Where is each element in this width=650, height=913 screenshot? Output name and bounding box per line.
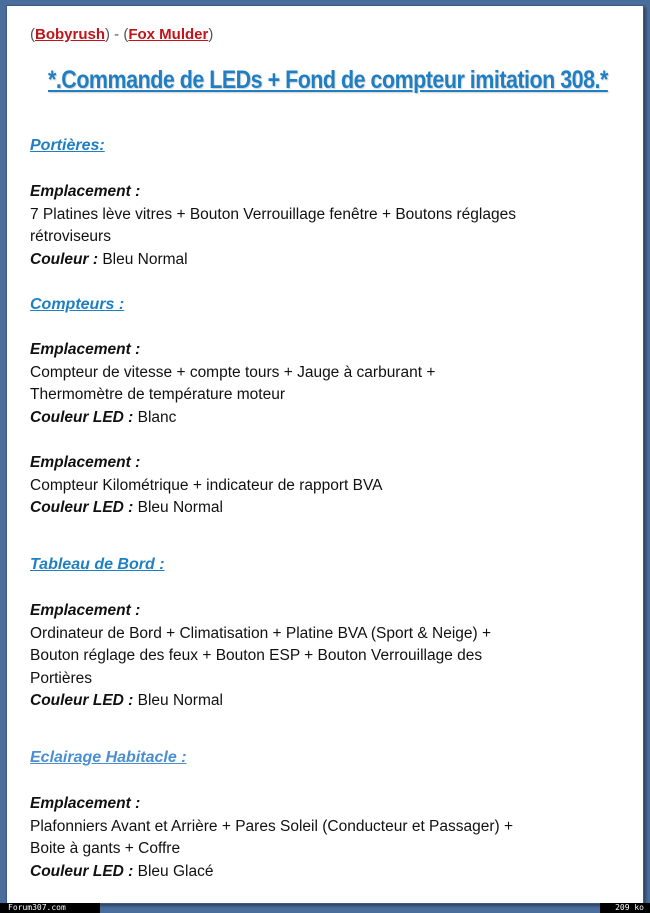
emplacement-line: Compteur Kilométrique + indicateur de rapport BVA — [30, 476, 383, 494]
footer-size-label: 209 ko — [600, 903, 650, 913]
entry-portieres — [30, 181, 580, 271]
couleur-line — [30, 407, 580, 430]
section-heading-compteurs: Compteurs : — [30, 296, 125, 313]
entry-compteurs-1 — [30, 339, 580, 429]
couleur-label: Couleur LED : — [30, 692, 134, 709]
couleur-value: Bleu Normal — [98, 250, 188, 268]
emplacement-label: Emplacement : — [30, 602, 141, 619]
couleur-line — [30, 497, 580, 520]
emplacement-line: Compteur de vitesse + compte tours + Jauge à carburant + — [30, 363, 436, 381]
couleur-value: Blanc — [133, 408, 177, 426]
authors-line — [30, 26, 213, 43]
entry-compteurs-2 — [30, 452, 580, 520]
paren-open: ( — [30, 26, 35, 43]
couleur-value: Bleu Normal — [133, 499, 223, 516]
footer-site-label: Forum307.com — [0, 903, 100, 913]
couleur-label: Couleur : — [30, 250, 99, 268]
couleur-label: Couleur LED : — [30, 862, 134, 880]
document-title: *.Commande de LEDs + Fond de compteur imitation 308.* — [48, 66, 608, 94]
author-bobyrush-link[interactable]: Bobyrush — [35, 26, 106, 43]
emplacement-label: Emplacement : — [30, 795, 141, 812]
author-separator: ) - ( — [105, 26, 129, 43]
entry-eclairage-habitacle — [30, 793, 580, 883]
couleur-label: Couleur LED : — [30, 408, 134, 426]
document-page — [6, 5, 644, 904]
paren-close: ) — [208, 26, 214, 43]
couleur-line — [30, 861, 580, 884]
emplacement-label: Emplacement : — [30, 183, 141, 200]
emplacement-line: Portières — [30, 669, 93, 687]
emplacement-line: Bouton réglage des feux + Bouton ESP + Bouton Verrouillage des — [30, 647, 483, 664]
emplacement-line: Ordinateur de Bord + Climatisation + Platine BVA (Sport & Neige) + — [30, 624, 492, 642]
couleur-line — [30, 690, 580, 713]
couleur-value: Bleu Glacé — [133, 862, 214, 880]
couleur-value: Bleu Normal — [133, 692, 223, 709]
couleur-line — [30, 249, 580, 272]
emplacement-line: Plafonniers Avant et Arrière + Pares Soleil (Conducteur et Passager) + — [30, 817, 514, 835]
emplacement-line: rétroviseurs — [30, 228, 111, 245]
couleur-label: Couleur LED : — [30, 499, 134, 516]
emplacement-line: Thermomètre de température moteur — [30, 386, 285, 403]
emplacement-line: 7 Platines lève vitres + Bouton Verrouillage fenêtre + Boutons réglages — [30, 205, 516, 223]
author-fox-mulder-link[interactable]: Fox Mulder — [128, 26, 209, 43]
section-heading-eclairage-habitacle: Eclairage Habitacle : — [30, 749, 187, 766]
section-heading-portieres: Portières: — [30, 137, 105, 154]
emplacement-label: Emplacement : — [30, 454, 141, 471]
emplacement-label: Emplacement : — [30, 341, 141, 358]
section-heading-tableau-de-bord: Tableau de Bord : — [30, 556, 165, 573]
emplacement-line: Boite à gants + Coffre — [30, 840, 181, 857]
entry-tableau-de-bord — [30, 600, 580, 713]
